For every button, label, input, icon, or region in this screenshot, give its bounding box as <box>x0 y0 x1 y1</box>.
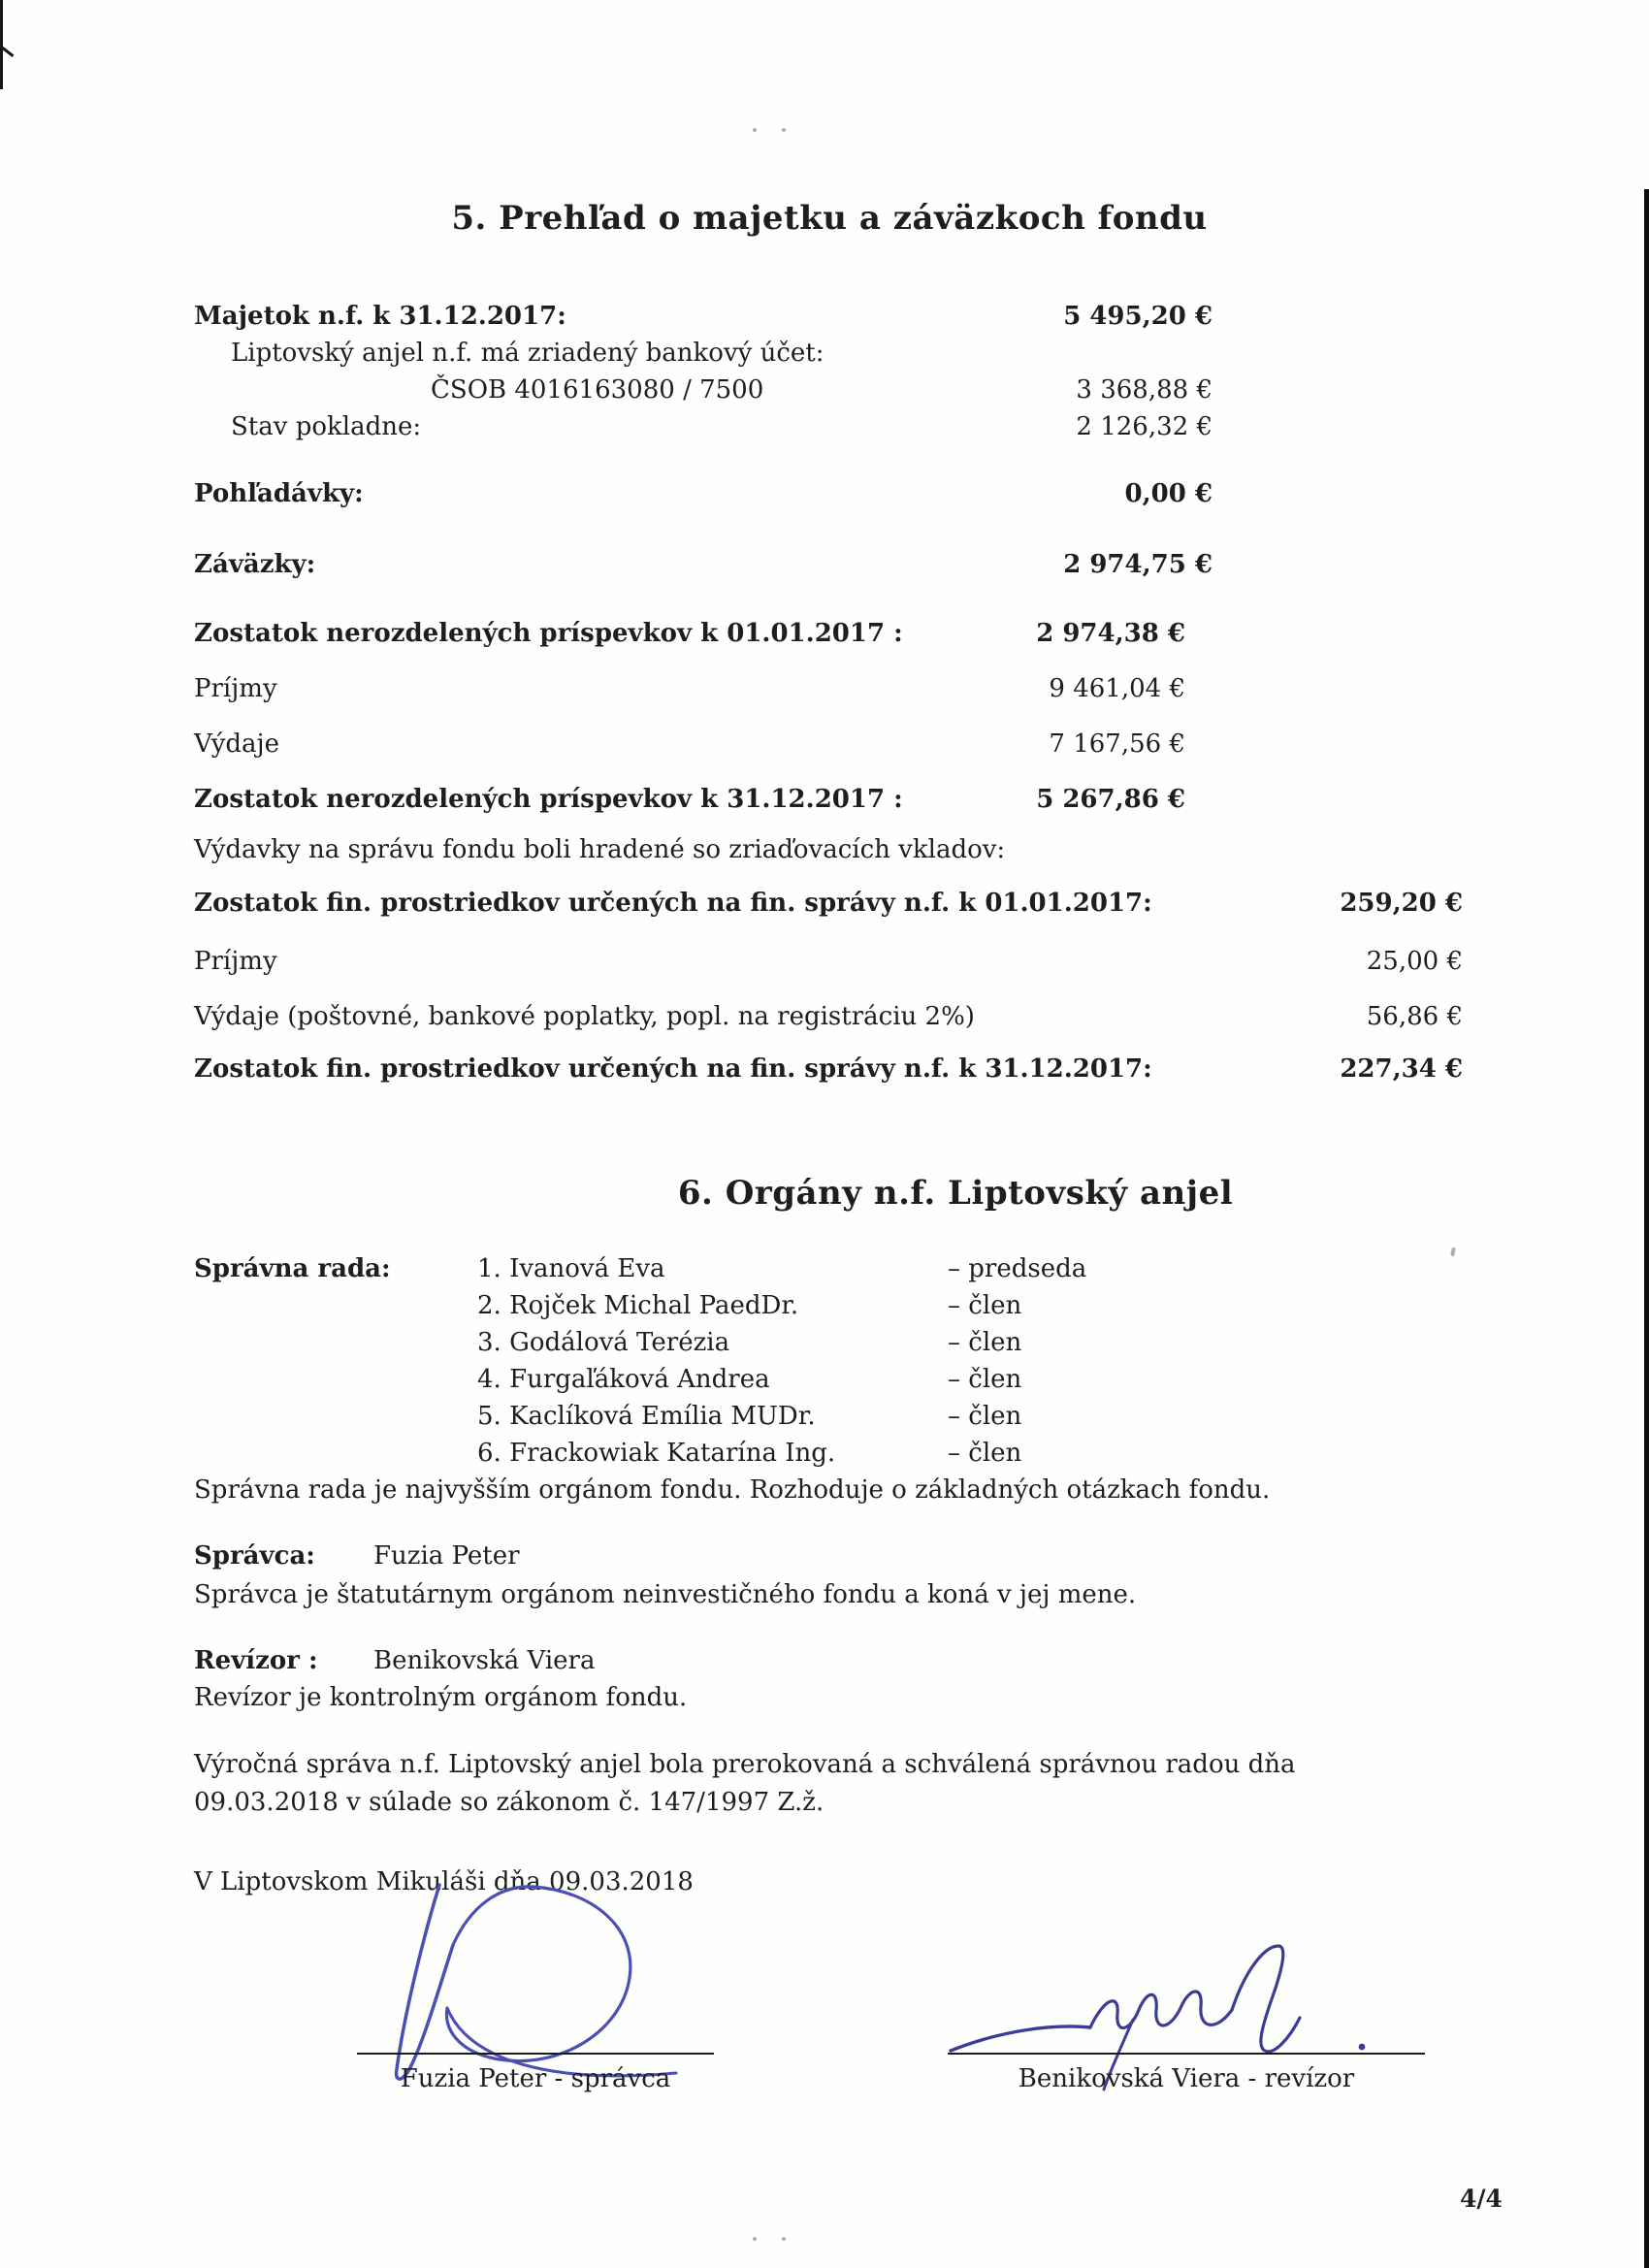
board-member-role: – člen <box>948 1402 1022 1431</box>
fin-prijmy-value: 25,00 € <box>1366 947 1463 976</box>
board-member-role: – predseda <box>948 1254 1087 1283</box>
row-pokladna <box>194 411 1465 443</box>
row-fin-3112 <box>194 1053 1465 1085</box>
row-fin-prijmy <box>194 946 1465 978</box>
pokladna-label: Stav pokladne: <box>231 412 422 441</box>
row-revizor <box>194 1645 1465 1677</box>
row-zostatok-0101 <box>194 618 1465 650</box>
spravca-label: Správca: <box>194 1541 315 1571</box>
row-bank-account <box>194 374 1465 406</box>
row-fin-vydaje <box>194 1001 1465 1033</box>
row-spravca <box>194 1540 1465 1572</box>
board-member-role: – člen <box>948 1439 1022 1468</box>
row-zavazky <box>194 549 1465 581</box>
fin-3112-value: 227,34 € <box>1340 1054 1463 1084</box>
place-date-text: V Liptovskom Mikuláši dňa 09.03.2018 <box>194 1867 694 1896</box>
board-member-name: 3. Godálová Terézia <box>477 1328 730 1357</box>
board-note-text: Správna rada je najvyšším orgánom fondu. Rozhoduje o základných otázkach fondu. <box>194 1475 1271 1505</box>
vydaje-1-label: Výdaje <box>194 729 280 759</box>
scan-corner-artifact <box>0 0 3 89</box>
page-number: 4/4 <box>1460 2185 1503 2213</box>
spravca-signature-line <box>357 2053 714 2055</box>
section6-title: 6. Orgány n.f. Liptovský anjel <box>677 1174 1234 1213</box>
spravca-note <box>194 1579 1465 1611</box>
fin-3112-label: Zostatok fin. prostriedkov určených na fin. správy n.f. k 31.12.2017: <box>194 1054 1152 1084</box>
board-member-name: 5. Kaclíková Emília MUDr. <box>477 1402 816 1431</box>
note-vydavky-text: Výdavky na správu fondu boli hradené so zriaďovacích vkladov: <box>194 835 1006 864</box>
zostatok-0101-value: 2 974,38 € <box>1036 619 1185 648</box>
row-bank-note <box>194 338 1465 370</box>
board-member-name: 4. Furgaľáková Andrea <box>477 1365 770 1394</box>
fin-prijmy-label: Príjmy <box>194 947 277 976</box>
board-member-name: 6. Frackowiak Katarína Ing. <box>477 1439 836 1468</box>
board-member-name: 2. Rojček Michal PaedDr. <box>477 1291 799 1320</box>
fin-0101-label: Zostatok fin. prostriedkov určených na fin. správy n.f. k 01.01.2017: <box>194 889 1152 918</box>
pokladna-value: 2 126,32 € <box>1076 412 1212 441</box>
scan-dot-artifact <box>753 2237 757 2241</box>
pohladavky-label: Pohľadávky: <box>194 479 364 508</box>
spravca-signature-label: Fuzia Peter - správca <box>400 2064 671 2093</box>
row-prijmy-1 <box>194 673 1465 705</box>
row-pohladavky <box>194 478 1465 510</box>
zavazky-label: Záväzky: <box>194 550 316 579</box>
row-zostatok-3112 <box>194 784 1465 816</box>
fin-vydaje-label: Výdaje (poštovné, bankové poplatky, popl. na registráciu 2%) <box>194 1002 975 1031</box>
board-member-role: – člen <box>948 1291 1022 1320</box>
revizor-label: Revízor : <box>194 1646 318 1675</box>
fin-0101-value: 259,20 € <box>1340 889 1463 918</box>
row-majetok <box>194 301 1465 333</box>
scan-dot-artifact <box>753 128 757 132</box>
approval-text-line2: 09.03.2018 v súlade so zákonom č. 147/1997 Z.ž. <box>194 1788 824 1817</box>
prijmy-1-value: 9 461,04 € <box>1049 674 1185 703</box>
spravca-name: Fuzia Peter <box>373 1541 520 1571</box>
revizor-signature-label: Benikovská Viera - revízor <box>1018 2064 1355 2093</box>
fin-vydaje-value: 56,86 € <box>1366 1002 1463 1031</box>
prijmy-1-label: Príjmy <box>194 674 277 703</box>
approval-text-line1: Výročná správa n.f. Liptovský anjel bola prerokovaná a schválená správnou radou dňa <box>194 1750 1296 1779</box>
zostatok-0101-label: Zostatok nerozdelených príspevkov k 01.01.2017 : <box>194 619 903 648</box>
board-member-role: – člen <box>948 1365 1022 1394</box>
board-note <box>194 1474 1465 1507</box>
pohladavky-value: 0,00 € <box>1124 479 1212 508</box>
majetok-value: 5 495,20 € <box>1063 302 1212 331</box>
revizor-note <box>194 1682 1465 1714</box>
revizor-note-text: Revízor je kontrolným orgánom fondu. <box>194 1683 688 1712</box>
scan-right-edge-artifact <box>1644 189 1649 2268</box>
vydaje-1-value: 7 167,56 € <box>1049 729 1185 759</box>
approval-paragraph-line2 <box>194 1787 1465 1819</box>
revizor-name: Benikovská Viera <box>373 1646 596 1675</box>
row-vydaje-1 <box>194 729 1465 761</box>
spravca-note-text: Správca je štatutárnym orgánom neinvestičného fondu a koná v jej mene. <box>194 1580 1137 1609</box>
scan-dot-artifact <box>782 2237 786 2241</box>
bank-account-label: ČSOB 4016163080 / 7500 <box>431 375 764 405</box>
bank-account-value: 3 368,88 € <box>1076 375 1212 405</box>
board-label: Správna rada: <box>194 1254 391 1283</box>
row-note-vydavky <box>194 834 1465 866</box>
approval-paragraph-line1 <box>194 1749 1465 1781</box>
zostatok-3112-value: 5 267,86 € <box>1036 785 1185 814</box>
zostatok-3112-label: Zostatok nerozdelených príspevkov k 31.12.2017 : <box>194 785 903 814</box>
board-member-name: 1. Ivanová Eva <box>477 1254 665 1283</box>
majetok-label: Majetok n.f. k 31.12.2017: <box>194 302 566 331</box>
scan-corner-tick-artifact <box>2 47 15 57</box>
board-member-row <box>194 1253 1465 1285</box>
revizor-signature-line <box>948 2053 1425 2055</box>
zavazky-value: 2 974,75 € <box>1063 550 1212 579</box>
section5-title: 5. Prehľad o majetku a záväzkoch fondu <box>451 199 1208 238</box>
row-fin-0101 <box>194 888 1465 920</box>
scan-dot-artifact <box>782 128 786 132</box>
board-member-role: – člen <box>948 1328 1022 1357</box>
bank-note-text: Liptovský anjel n.f. má zriadený bankový účet: <box>231 339 824 368</box>
